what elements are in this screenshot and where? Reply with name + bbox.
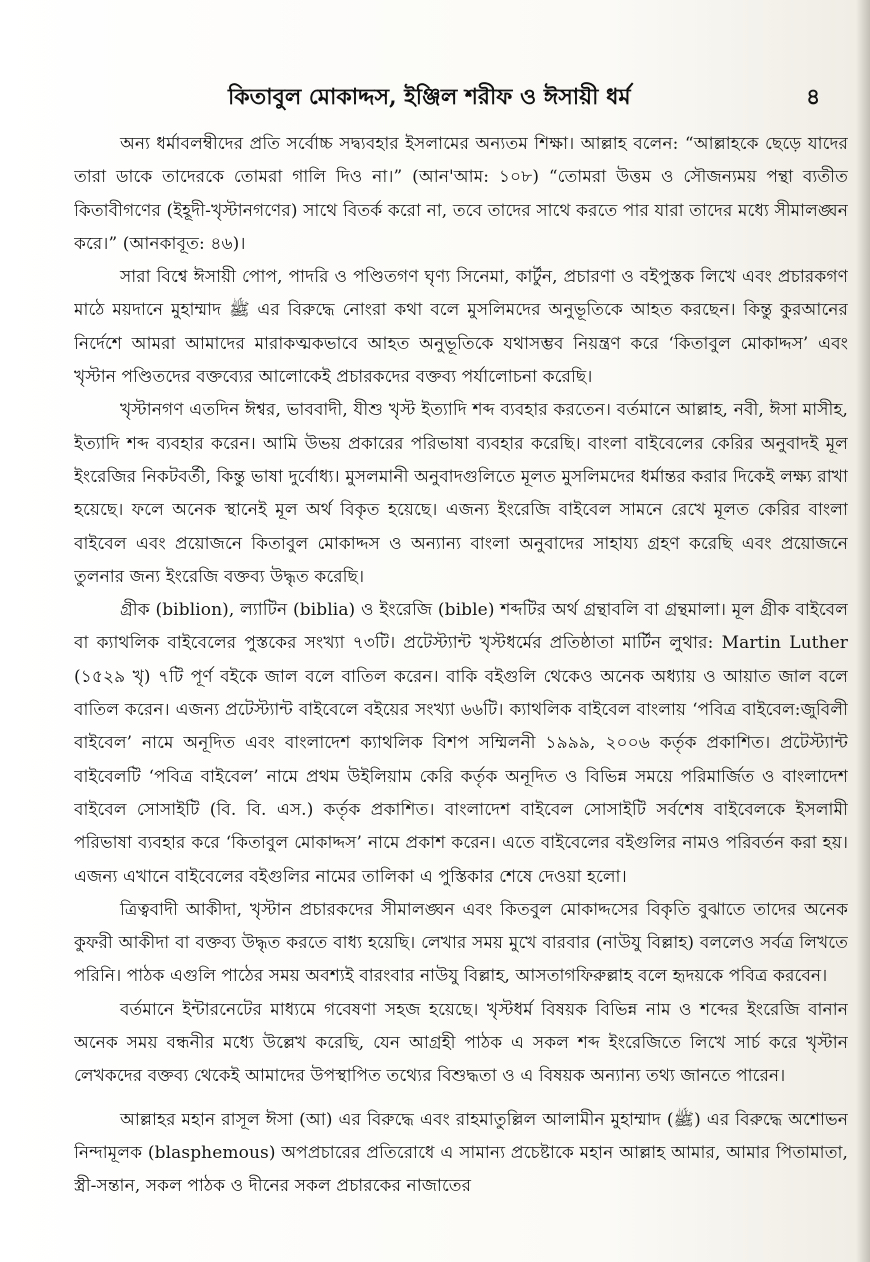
paragraph: খৃস্টানগণ এতদিন ঈশ্বর, ভাববাদী, যীশু খৃস্ট ইত্যাদি শব্দ ব্যবহার করতেন। বর্তমানে আল্লাহ, নবী, ঈসা মাসীহ, ইত্যাদি শব্দ ব্যবহার করেন। আমি উভয় প্রকারের পরিভাষা ব্যবহার করেছি। বাংলা বাইবেলের কেরির অনুবাদই মূল ইংরেজির নিকটবর্তী, কিন্তু ভাষা দুর্বোধ্য। মুসলমানী অনুবাদগুলিতে মূলত মুসলিমদের ধর্মান্তর করার দিকেই লক্ষ্য রাখা হয়েছে। ফলে অনেক স্থানেই মূল অর্থ বিকৃত হয়েছে। এজন্য ইংরেজি বাইবেল সামনে রেখে মূলত কেরির বাংলা বাইবেল এবং প্রয়োজনে কিতাবুল মোকাদ্দস ও অন্যান্য বাংলা অনুবাদের সাহায্য গ্রহণ করেছি এবং প্রয়োজনে তুলনার জন্য ইংরেজি বক্তব্য উদ্ধৃত করেছি। [74,400,848,587]
page-edge-shadow [856,0,870,1262]
page-body [74,128,848,1262]
page-header [0,78,870,114]
page-number: ৪ [806,84,821,110]
paragraph: গ্রীক (biblion), ল্যাটিন (biblia) ও ইংরেজি (bible) শব্দটির অর্থ গ্রন্থাবলি বা গ্রন্থমালা। মূল গ্রীক বাইবেল বা ক্যাথলিক বাইবেলের পুস্তকের সংখ্যা ৭৩টি। প্রটেস্ট্যান্ট খৃস্টধর্মের প্রতিষ্ঠাতা মার্টিন লুথার: Martin Luther (১৫২৯ খৃ) ৭টি পূর্ণ বইকে জাল বলে বাতিল করেন। বাকি বইগুলি থেকেও অনেক অধ্যায় ও আয়াত জাল বলে বাতিল করেন। এজন্য প্রটেস্ট্যান্ট বাইবেলে বইয়ের সংখ্যা ৬৬টি। ক্যাথলিক বাইবেল বাংলায় ‘পবিত্র বাইবেল:জুবিলী বাইবেল’ নামে অনূদিত এবং বাংলাদেশ ক্যাথলিক বিশপ সম্মিলনী ১৯৯৯, ২০০৬ কর্তৃক প্রকাশিত। প্রটেস্ট্যান্ট বাইবেলটি ‘পবিত্র বাইবেল’ নামে প্রথম উইলিয়াম কেরি কর্তৃক অনূদিত ও বিভিন্ন সময়ে পরিমার্জিত ও বাংলাদেশ বাইবেল সোসাইটি (বি. বি. এস.) কর্তৃক প্রকাশিত। বাংলাদেশ বাইবেল সোসাইটি সর্বশেষ বাইবেলকে ইসলামী পরিভাষা ব্যবহার করে ‘কিতাবুল মোকাদ্দস’ নামে প্রকাশ করেন। এতে বাইবেলের বইগুলির নামও পরিবর্তন করা হয়। এজন্য এখানে বাইবেলের বইগুলির নামের তালিকা এ পুস্তিকার শেষে দেওয়া হলো। [74,600,848,887]
paragraph: বর্তমানে ইন্টারনেটের মাধ্যমে গবেষণা সহজ হয়েছে। খৃস্টধর্ম বিষয়ক বিভিন্ন নাম ও শব্দের ইংরেজি বানান অনেক সময় বন্ধনীর মধ্যে উল্লেখ করেছি, যেন আগ্রহী পাঠক এ সকল শব্দ ইংরেজিতে লিখে সার্চ করে খৃস্টান লেখকদের বক্তব্য থেকেই আমাদের উপস্থাপিত তথ্যের বিশুদ্ধতা ও এ বিষয়ক অন্যান্য তথ্য জানতে পারেন। [74,999,848,1087]
paragraph: অন্য ধর্মাবলম্বীদের প্রতি সর্বোচ্চ সদ্ব্যবহার ইসলামের অন্যতম শিক্ষা। আল্লাহ বলেন: “আল্লাহকে ছেড়ে যাদের তারা ডাকে তাদেরকে তোমরা গালি দিও না।” (আন'আম: ১০৮) “তোমরা উত্তম ও সৌজন্যময় পন্থা ব্যতীত কিতাবীগণের (ইহূদী-খৃস্টানগণের) সাথে বিতর্ক করো না, তবে তাদের সাথে করতে পার যারা তাদের মধ্যে সীমালঙ্ঘন করে।” (আনকাবূত: ৪৬)। [74,134,848,254]
running-title: কিতাবুল মোকাদ্দস, ইঞ্জিল শরীফ ও ঈসায়ী ধর্ম [228,84,631,110]
paragraph: ত্রিত্ববাদী আকীদা, খৃস্টান প্রচারকদের সীমালঙ্ঘন এবং কিতবুল মোকাদ্দসের বিকৃতি বুঝাতে তাদের অনেক কুফরী আকীদা বা বক্তব্য উদ্ধৃত করতে বাধ্য হয়েছি। লেখার সময় মুখে বারবার (নাউযু বিল্লাহ) বললেও সর্বত্র লিখতে পরিনি। পাঠক এগুলি পাঠের সময় অবশ্যই বারংবার নাউযু বিল্লাহ, আসতাগফিরুল্লাহ বলে হৃদয়কে পবিত্র করবেন। [74,899,848,987]
paragraph: সারা বিশ্বে ঈসায়ী পোপ, পাদরি ও পণ্ডিতগণ ঘৃণ্য সিনেমা, কার্টুন, প্রচারণা ও বইপুস্তক লিখে এবং প্রচারকগণ মাঠে ময়দানে মুহাম্মাদ ﷺ এর বিরুদ্ধে নোংরা কথা বলে মুসলিমদের অনুভূতিকে আহত করছেন। কিন্তু কুরআনের নির্দেশে আমরা আমাদের মারাকত্মকভাবে আহত অনুভূতিকে যথাসম্ভব নিয়ন্ত্রণ করে ‘কিতাবুল মোকাদ্দস’ এবং খৃস্টান পণ্ডিতদের বক্তব্যের আলোকেই প্রচারকদের বক্তব্য পর্যালোচনা করেছি। [74,267,848,388]
paragraph: আল্লাহর মহান রাসূল ঈসা (আ) এর বিরুদ্ধে এবং রাহমাতুল্লিল আলামীন মুহাম্মাদ (ﷺ) এর বিরুদ্ধে অশোভন নিন্দামূলক (blasphemous) অপপ্রচারের প্রতিরোধে এ সামান্য প্রচেষ্টাকে মহান আল্লাহ আমার, আমার পিতামাতা, স্ত্রী-সন্তান, সকল পাঠক ও দীনের সকল প্রচারকের নাজাতের [74,1109,848,1197]
